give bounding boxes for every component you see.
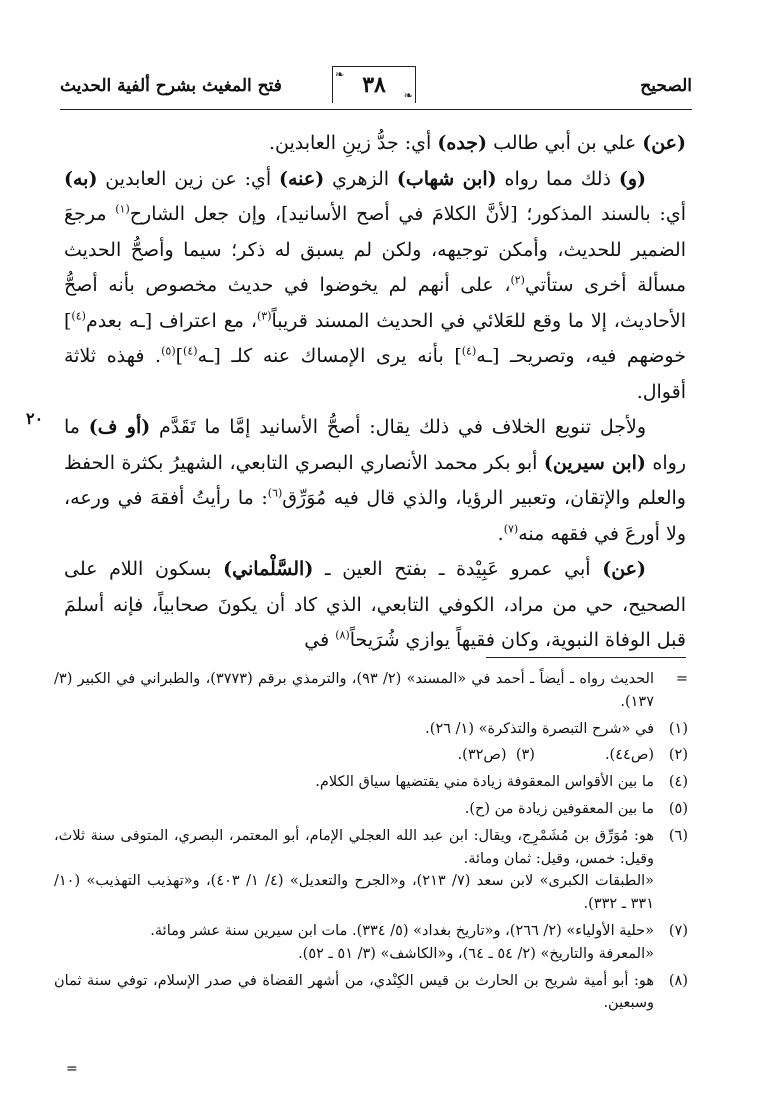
footnote-4: (٤) ما بين الأقواس المعقوفة زيادة مني يقتضيها سياق الكلام. — [315, 774, 688, 791]
running-header — [60, 66, 692, 110]
footnote-ref: (٧) — [503, 522, 519, 536]
chapter-title: الصحيح — [640, 76, 692, 96]
paragraph-4: (عن) أبي عمرو عَبِيْدة ـ بفتح العين ـ (السَّلْماني) بسكون اللام على الصحيح، حي من مراد، الكوفي التابعي، الذي كاد أن يكونَ صحابياً، فإنه أسلمَ قبل الوفاة النبوية، وكان فقيهاً يوازي شُرَيحاً$^{(٨)}$ في — [64, 558, 686, 651]
footnote-ref: (٢) — [510, 273, 525, 287]
footnote-2-3: (٢) (ص٤٤). (٣) (ص٣٢). — [54, 744, 688, 767]
margin-line-number: ٢٠ — [26, 409, 44, 428]
footnote-ref: (١) — [115, 202, 130, 216]
footnote-7: (٧) «حلية الأولياء» (٢/ ٢٦٦)، و«تاريخ بغداد» (٥/ ٣٣٤). مات ابن سيرين سنة عشر ومائة. «المعرفة والتاريخ» (٢/ ٥٤ ـ ٦٤)، و«الكاشف» (٣/ ٥١ ـ ٥٢). — [150, 922, 688, 962]
ornament-icon: ❧ — [335, 68, 345, 81]
footnote-5: (٥) ما بين المعقوفين زيادة من (ح). — [464, 800, 688, 817]
paragraph-3: ولأجل تنويع الخلاف في ذلك يقال: أصحُّ الأسانيد إمَّا ما تَقَدَّم (أو ف) ما رواه (ابن سيرين) أبو بكر محمد الأنصاري البصري التابعي، الشهيرُ بكثرة الحفظ والعلم والإتقان، وتعبير الرؤيا، والذي قال فيه مُوَرِّق$^{(٦)}$: ما رأيتُ أفقهَ في ورعه، ولا أورعَ في فقهه منه$^{(٧)}$. — [64, 416, 686, 545]
footnote-ref: (٤) — [71, 309, 86, 323]
footnote-ref: (٤) — [461, 344, 477, 358]
footnote-ref: (٦) — [267, 486, 283, 500]
header-rule — [60, 109, 692, 110]
footnotes — [54, 668, 688, 1019]
continuation-mark: = — [66, 1061, 78, 1077]
paragraph-1: (عن) علي بن أبي طالب (جده) أي: جدُّ زينِ العابدين. — [268, 132, 686, 154]
footnote-ref: (٨) — [335, 628, 350, 642]
footnote-6: (٦) هو: مُوَرِّق بن مُشَمْرِج، ويقال: ابن عبد الله العجلي الإمام، أبو المعتمر، البصري، المتوفى سنة ثلاث، وقيل: خمس، وقيل: ثمان ومائة. «الطبقات الكبرى» لابن سعد (٧/ ٢١٣)، و«الجرح والتعديل» (٤/ ١/ ٤٠٣)، و«تهذيب التهذيب» (١٠/ ٣٣١ ـ ٣٣٢). — [54, 827, 688, 913]
footnote-ref: (٥) — [161, 344, 176, 358]
book-title: فتح المغيث بشرح ألفية الحديث — [60, 76, 282, 96]
paragraph-2: (و) ذلك مما رواه (ابن شهاب) الزهري (عنه) أي: عن زين العابدين (به) أي: بالسند المذكور؛ [لأنَّ الكلامَ في أصح الأسانيد]، وإن جعل الشارح$^{(١)}$ مرجعَ الضمير للحديث، وأمكن توجيهه، ولكن لم يسبق له ذكر؛ سيما وأصحُّ الحديث مسألة أخرى ستأتي$^{(٢)}$، على أنهم لم يخوضوا في حديث مخصوص بأنه أصحُّ الأحاديث، إلا ما وقع للعَلائي في الحديث المسند قريباً$^{(٣)}$، مع اعتراف [ـه بعدم$^{(٤)}$] خوضهم فيه، وتصريحـ [ـه$^{(٤)}$] بأنه يرى الإمساك عنه كلـ [ـه$^{(٤)}$]$^{(٥)}$. فهذه ثلاثة أقوال. — [64, 167, 686, 403]
footnote-2: (ص٤٤). — [604, 747, 654, 764]
footnote-3: (٣) (ص٣٢). — [457, 747, 535, 764]
footnote-ref: (٤) — [183, 344, 198, 358]
main-text — [64, 126, 686, 659]
footnote-ref: (٣) — [256, 309, 272, 323]
footnote-1: (١) في «شرح التبصرة والتذكرة» (١/ ٢٦). — [425, 720, 688, 737]
ornament-icon: ❧ — [403, 89, 413, 102]
footnote-separator — [486, 657, 686, 658]
page-number-frame — [332, 66, 416, 103]
page-number: ٣٨ — [362, 72, 386, 98]
footnote-8: (٨) هو: أبو أمية شريح بن الحارث بن قيس الكِنْدي، من أشهر القضاة في صدر الإسلام، توفي سنة ثمان وسبعين. — [54, 972, 688, 1012]
footnote-continuation: = الحديث رواه ـ أيضاً ـ أحمد في «المسند» (٢/ ٩٣)، والترمذي برقم (٣٧٧٣)، والطبراني في الكبير (٣/ ١٣٧). — [54, 671, 688, 710]
